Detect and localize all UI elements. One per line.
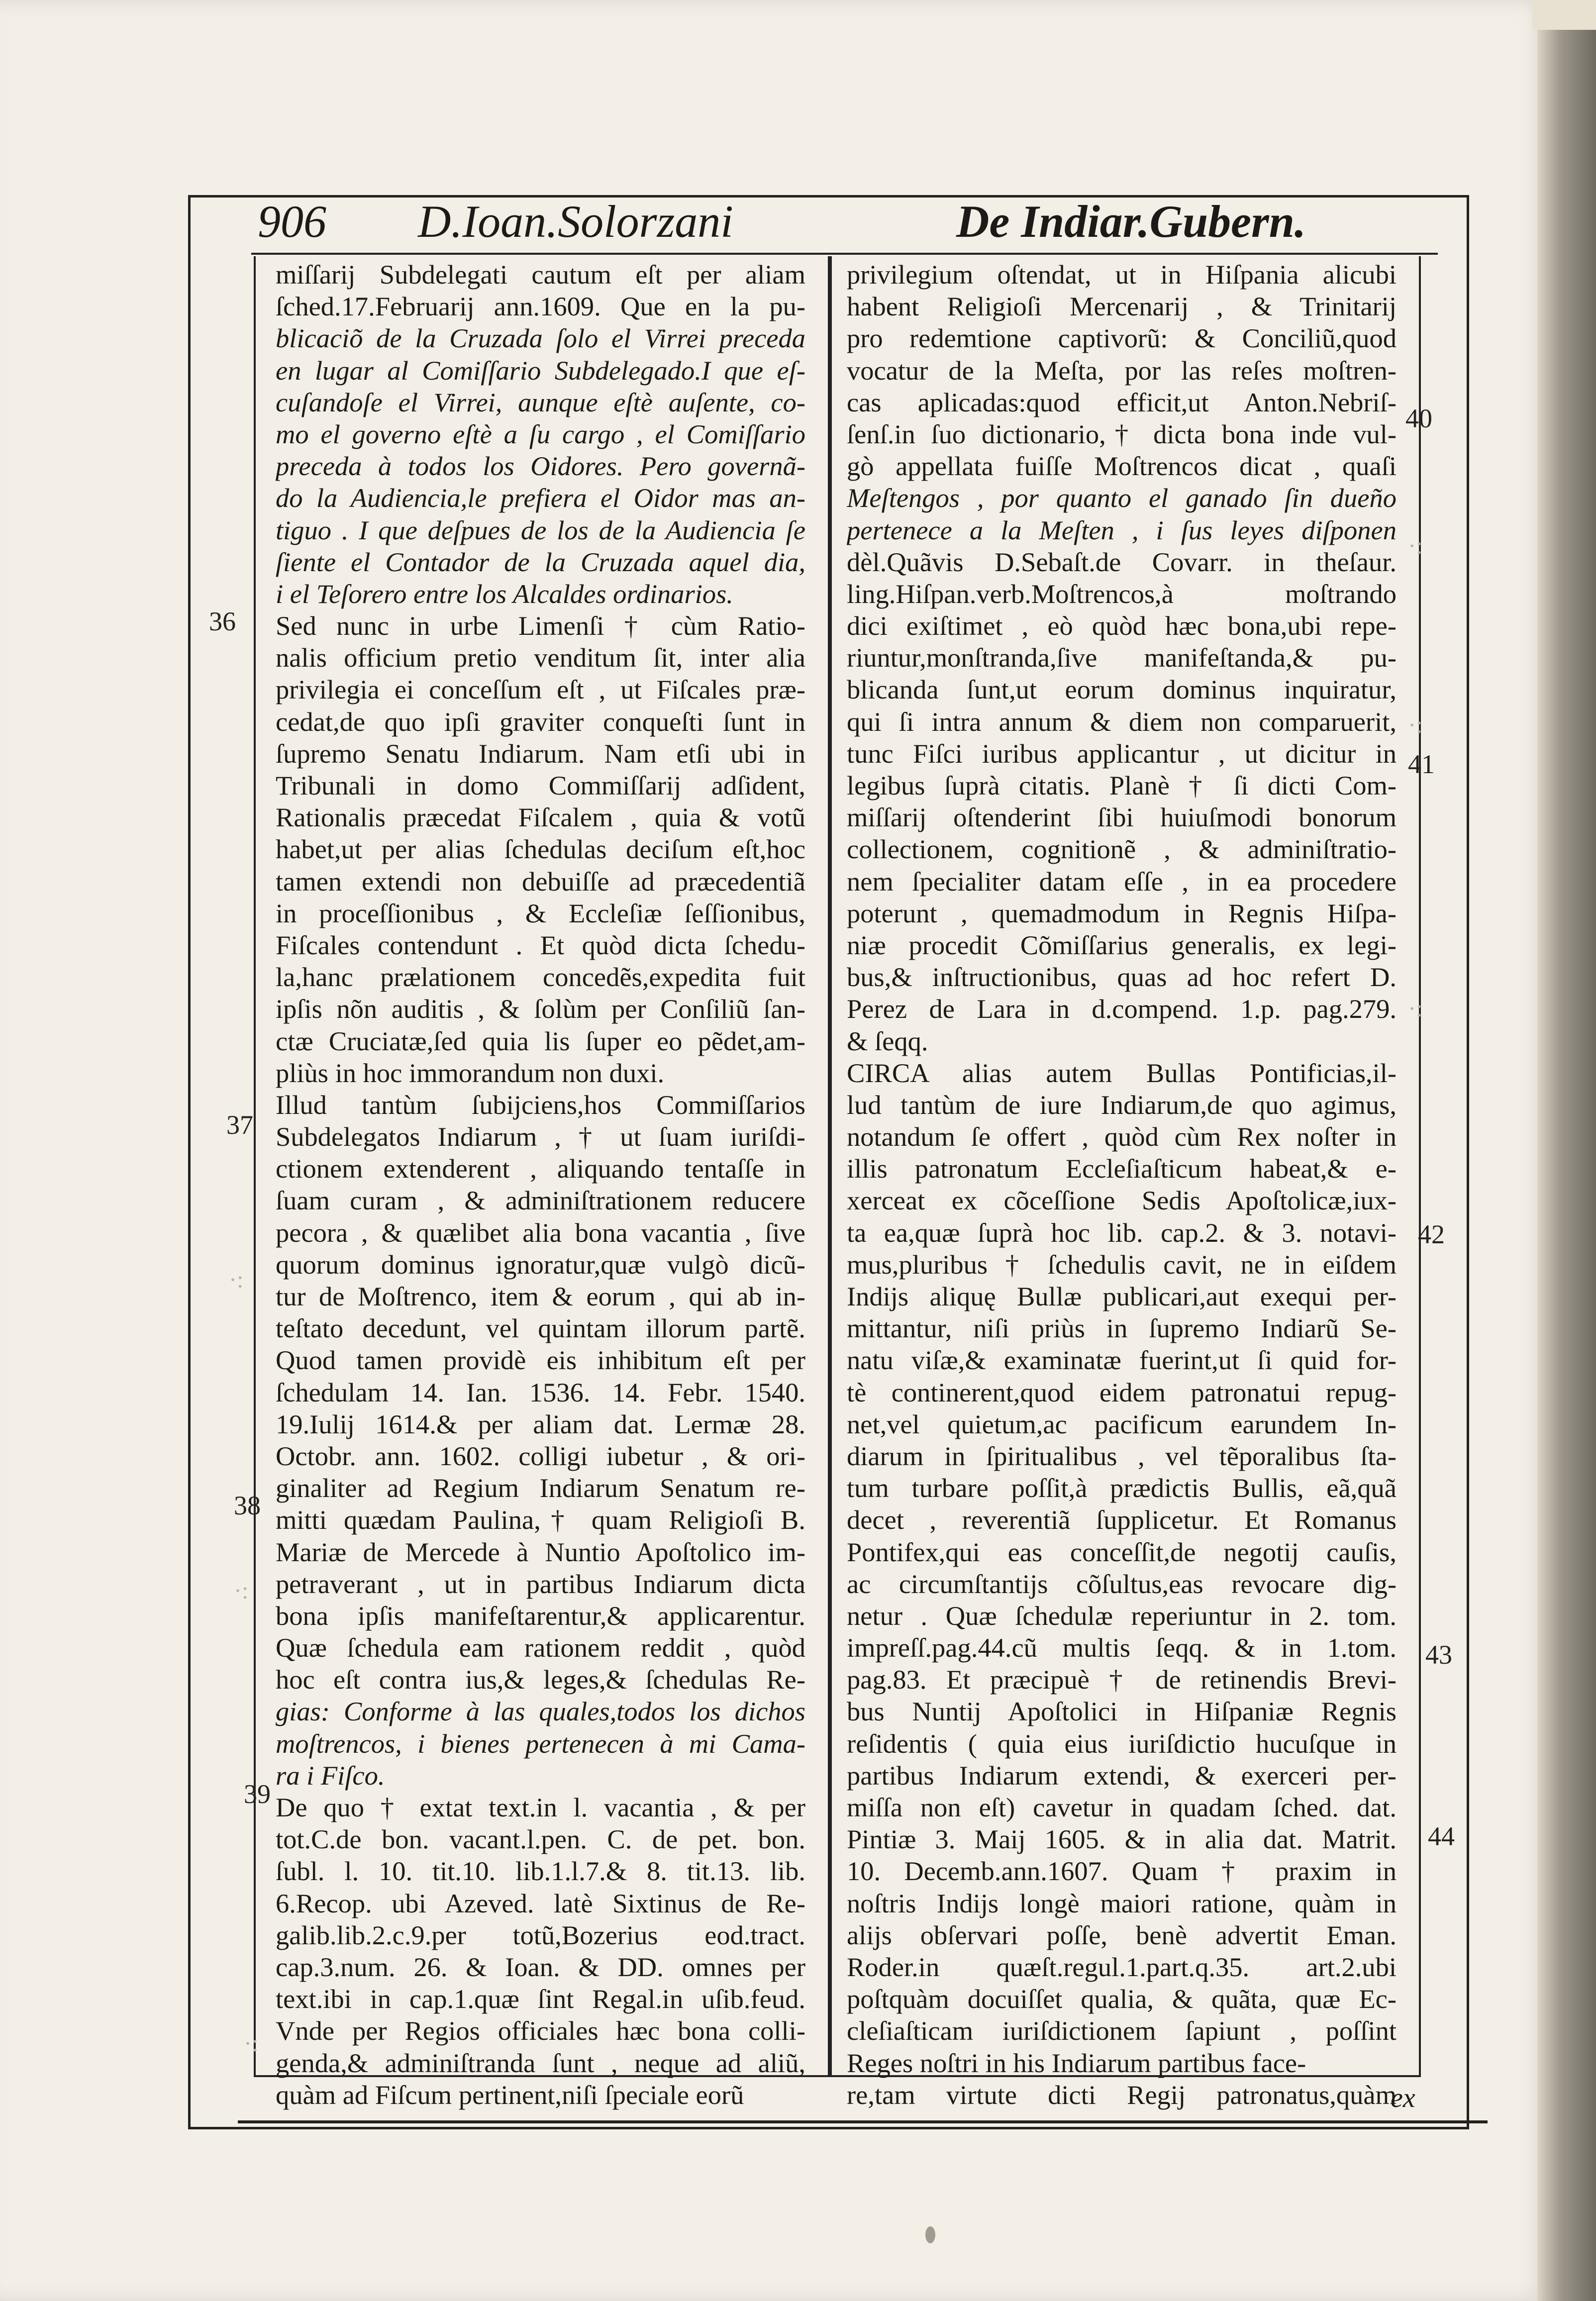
text-line: mus,pluribus † ſchedulis cavit, ne in eiſdem	[847, 1249, 1396, 1280]
text-line: habet,ut per alias ſchedulas deciſum eſt,hoc	[276, 834, 805, 865]
text-line: pro redemtione captivorũ: & Conciliũ,quod	[847, 323, 1396, 354]
text-line: blicaciõ de la Cruzada ſolo el Virrei preceda	[276, 323, 805, 354]
text-line: poſtquàm docuiſſet qualia, & quãta, quæ Ec-	[847, 1984, 1396, 2014]
text-line: alijs obſervari poſſe, benè advertit Eman.	[847, 1919, 1396, 1950]
text-line: bus Nuntij Apoſtolici in Hiſpaniæ Regnis	[847, 1696, 1396, 1727]
text-line: nem ſpecialiter datam eſſe , in ea procedere	[847, 866, 1396, 897]
text-line: ipſis nõn auditis , & ſolùm per Conſiliũ ſan-	[276, 994, 805, 1024]
text-line: en lugar al Comiſſario Subdelegado.I que eſ-	[276, 355, 805, 386]
text-line: quorum dominus ignoratur,quæ vulgò dicũ-	[276, 1249, 805, 1280]
show-through-mark: ·:	[229, 1267, 244, 1293]
text-line: cuſandoſe el Virrei, aunque eſtè auſente, co-	[276, 387, 805, 417]
text-line: miſſarij Subdelegati cautum eſt per aliam	[276, 259, 805, 290]
margin-number-42: 42	[1418, 1219, 1445, 1249]
text-line: illis patronatum Eccleſiaſticum habeat,& e-	[847, 1153, 1396, 1184]
text-line: decet , reverentiã ſupplicetur. Et Romanus	[847, 1504, 1396, 1535]
text-line: Illud tantùm ſubijciens,hos Commiſſarios	[276, 1089, 805, 1120]
text-line: CIRCA alias autem Bullas Pontificias,il-	[847, 1057, 1396, 1088]
text-line: cedat,de quo ipſi graviter conqueſti ſunt in	[276, 706, 805, 737]
text-line: preceda à todos los Oidores. Pero governã-	[276, 451, 805, 482]
margin-number-38: 38	[234, 1491, 261, 1520]
text-line: bus,& inſtructionibus, quas ad hoc refert D.	[847, 962, 1396, 993]
text-line: riuntur,monſtranda,ſive manifeſtanda,& pu-	[847, 642, 1396, 673]
text-line: mittantur, niſi priùs in ſupremo Indiarũ Se-	[847, 1313, 1396, 1344]
text-line: pertenece a la Meſten , i ſus leyes diſponen	[847, 514, 1396, 545]
text-line: text.ibi in cap.1.quæ ſint Regal.in uſib.feud.	[276, 1984, 805, 2014]
text-line: ſchedulam 14. Ian. 1536. 14. Febr. 1540.	[276, 1377, 805, 1407]
text-line: quàm ad Fiſcum pertinent,niſi ſpeciale eorũ	[276, 2079, 744, 2110]
right-column-text	[847, 259, 1396, 2111]
text-line: De quo † extat text.in l. vacantia , & per	[276, 1792, 805, 1822]
text-line: habent Religioſi Mercenarij , & Trinitarij	[847, 291, 1396, 322]
text-line: in proceſſionibus , & Eccleſiæ ſeſſionibus,	[276, 898, 805, 928]
text-line: & ſeqq.	[847, 1025, 928, 1056]
text-line: moſtrencos, i bienes pertenecen à mi Cama-	[276, 1728, 805, 1759]
text-line: Meſtengos , por quanto el ganado ſin dueño	[847, 483, 1396, 513]
margin-number-43: 43	[1425, 1640, 1452, 1670]
text-line: do la Audiencia,le prefiera el Oidor mas an-	[276, 483, 805, 513]
text-line: mitti quædam Paulina,† quam Religioſi B.	[276, 1504, 805, 1535]
text-line: legibus ſuprà citatis. Planè † ſi dicti Com-	[847, 770, 1396, 800]
text-line: ginaliter ad Regium Indiarum Senatum re-	[276, 1473, 805, 1503]
bottom-rule	[238, 2120, 1488, 2123]
text-line: privilegium oſtendat, ut in Hiſpania alicubi	[847, 259, 1396, 290]
text-line: la,hanc prælationem concedẽs,expedita fuit	[276, 962, 805, 993]
text-line: privilegia ei conceſſum eſt , ut Fiſcales præ-	[276, 674, 805, 705]
text-line: impreſſ.pag.44.cũ multis ſeqq. & in 1.tom.	[847, 1632, 1396, 1663]
text-line: tiguo . I que deſpues de los de la Audiencia ſe	[276, 514, 805, 545]
text-line: 19.Iulij 1614.& per aliam dat. Lermæ 28.	[276, 1408, 805, 1439]
text-line: notandum ſe offert , quòd cùm Rex noſter in	[847, 1121, 1396, 1152]
text-line: Quod tamen providè eis inhibitum eſt per	[276, 1345, 805, 1376]
margin-number-39: 39	[244, 1779, 271, 1809]
margin-number-44: 44	[1428, 1821, 1455, 1851]
text-line: partibus Indiarum extendi, & exerceri per-	[847, 1760, 1396, 1791]
text-line: ſubl. l. 10. tit.10. lib.1.l.7.& 8. tit.13. lib.	[276, 1856, 805, 1887]
margin-number-37: 37	[226, 1110, 253, 1140]
text-line: Tribunali in domo Commiſſarij adſident,	[276, 770, 805, 800]
text-line: miſſa non eſt) cavetur in quadam ſched. dat.	[847, 1792, 1396, 1822]
header-rule	[251, 253, 1438, 255]
show-through-mark: ·:	[244, 2030, 259, 2057]
left-column	[254, 256, 830, 2110]
text-line: ling.Hiſpan.verb.Moſtrencos,à moſtrando	[847, 578, 1396, 609]
text-line: netur . Quæ ſchedulæ reperiuntur in 2. tom.	[847, 1600, 1396, 1631]
text-line: Rationalis præcedat Fiſcalem , quia & votũ	[276, 802, 805, 833]
text-line: blicanda ſunt,ut eorum dominus inquiratur,	[847, 674, 1396, 705]
show-through-mark: ·:	[234, 1578, 249, 1604]
text-line: re,tam virtute dicti Regij patronatus,quàm	[847, 2079, 1396, 2110]
catchword: ex	[1391, 2083, 1415, 2113]
text-line: hoc eſt contra ius,& leges,& ſchedulas Re-	[276, 1664, 805, 1695]
page-edge-top	[1532, 0, 1596, 30]
text-line: genda,& adminiſtranda ſunt , neque ad aliũ,	[276, 2047, 805, 2078]
left-column-text	[276, 259, 805, 2111]
text-line: tur de Moſtrenco, item & eorum , qui ab in-	[276, 1281, 805, 1311]
text-line: Perez de Lara in d.compend. 1.p. pag.279.	[847, 994, 1396, 1024]
text-line: Octobr. ann. 1602. colligi iubetur , & ori-	[276, 1440, 805, 1471]
text-line: petraverant , ut in partibus Indiarum dicta	[276, 1568, 805, 1599]
text-line: pliùs in hoc immorandum non duxi.	[276, 1057, 665, 1088]
text-line: Roder.in quæſt.regul.1.part.q.35. art.2.ubi	[847, 1951, 1396, 1982]
text-line: Indijs aliquę Bullæ publicari,aut exequi per-	[847, 1281, 1396, 1311]
text-line: reſidentis ( quia eius iuriſdictio hucuſque in	[847, 1728, 1396, 1759]
text-line: ctæ Cruciatæ,ſed quia lis ſuper eo pẽdet,am-	[276, 1025, 805, 1056]
text-line: gias: Conforme à las quales,todos los dichos	[276, 1696, 805, 1727]
text-line: Quæ ſchedula eam rationem reddit , quòd	[276, 1632, 805, 1663]
text-line: pag.83. Et præcipuè † de retinendis Brevi-	[847, 1664, 1396, 1695]
text-line: bona ipſis manifeſtarentur,& applicarentur.	[276, 1600, 805, 1631]
text-line: ra i Fiſco.	[276, 1760, 385, 1791]
right-column	[830, 256, 1421, 2110]
text-line: gò appellata fuiſſe Moſtrencos dicat , quaſi	[847, 451, 1396, 482]
text-line: tè continerent,quod eidem patronatui repug-	[847, 1377, 1396, 1407]
text-line: cap.3.num. 26. & Ioan. & DD. omnes per	[276, 1951, 805, 1982]
margin-number-41: 41	[1408, 749, 1435, 779]
text-line: ſuam curam , & adminiſtrationem reducere	[276, 1185, 805, 1216]
text-line: 10. Decemb.ann.1607. Quam † praxim in	[847, 1856, 1396, 1887]
text-line: ac circumſtantijs cõſultus,eas revocare dig-	[847, 1568, 1396, 1599]
ink-smudge	[925, 2226, 935, 2243]
text-line: lud tantùm de iure Indiarum,de quo agimus,	[847, 1089, 1396, 1120]
text-line: diarum in ſpiritualibus , vel tẽporalibus ſta-	[847, 1440, 1396, 1471]
text-line: ſched.17.Februarij ann.1609. Que en la pu-	[276, 291, 805, 322]
text-line: Vnde per Regios officiales hæc bona colli-	[276, 2015, 805, 2046]
text-line: noſtris Indijs longè maiori ratione, quàm in	[847, 1888, 1396, 1918]
text-line: pecora , & quælibet alia bona vacantia , ſive	[276, 1217, 805, 1248]
text-line: vocatur de la Meſta, por las reſes moſtren-	[847, 355, 1396, 386]
page-edge	[1537, 0, 1596, 2301]
text-line: Fiſcales contendunt . Et quòd dicta ſchedu-	[276, 929, 805, 960]
text-line: dici exiſtimet , eò quòd hæc bona,ubi repe-	[847, 610, 1396, 641]
text-line: poterunt , quemadmodum in Regnis Hiſpa-	[847, 898, 1396, 928]
text-line: Pintiæ 3. Maij 1605. & in alia dat. Matrit.	[847, 1824, 1396, 1855]
text-line: Mariæ de Mercede à Nuntio Apoſtolico im-	[276, 1536, 805, 1567]
text-line: Pontifex,qui eas conceſſit,de negotij cauſis,	[847, 1536, 1396, 1567]
text-line: xerceat ex cõceſſione Sedis Apoſtolicæ,iux-	[847, 1185, 1396, 1216]
margin-number-36: 36	[209, 606, 236, 636]
margin-number-40: 40	[1405, 403, 1432, 433]
text-line: teſtato decedunt, vel quintam illorum partẽ.	[276, 1313, 805, 1344]
text-line: Subdelegatos Indiarum , † ut ſuam iuriſdi-	[276, 1121, 805, 1152]
text-line: natu viſæ,& examinatæ fuerint,ut ſi quid for-	[847, 1345, 1396, 1376]
text-line: cas aplicadas:quod efficit,ut Anton.Nebriſ-	[847, 387, 1396, 417]
running-author: D.Ioan.Solorzani	[418, 196, 733, 247]
text-line: i el Teſorero entre los Alcaldes ordinarios.	[276, 578, 733, 609]
text-line: Sed nunc in urbe Limenſi † cùm Ratio-	[276, 610, 805, 641]
text-line: galib.lib.2.c.9.per totũ,Bozerius eod.tract.	[276, 1919, 805, 1950]
text-line: ſiente el Contador de la Cruzada aquel dia,	[276, 546, 805, 577]
show-through-mark: ·:	[1408, 712, 1423, 738]
text-line: ta ea,quæ ſuprà hoc lib. cap.2. & 3. notavi-	[847, 1217, 1396, 1248]
text-line: ſupremo Senatu Indiarum. Nam etſi ubi in	[276, 738, 805, 769]
text-line: ſenſ.in ſuo dictionario,† dicta bona inde vul-	[847, 418, 1396, 449]
text-line: nalis officium pretio venditum ſit, inter alia	[276, 642, 805, 673]
text-line: tum turbare poſſit,à prædictis Bullis, eã,quã	[847, 1473, 1396, 1503]
text-line: tot.C.de bon. vacant.l.pen. C. de pet. bon.	[276, 1824, 805, 1855]
text-line: tamen extendi non debuiſſe ad præcedentiã	[276, 866, 805, 897]
text-line: collectionem, cognitionẽ , & adminiſtratio-	[847, 834, 1396, 865]
text-line: Reges noſtri in his Indiarum partibus face-	[847, 2047, 1306, 2078]
text-line: cleſiaſticam iuriſdictionem ſapiunt , poſſint	[847, 2015, 1396, 2046]
text-line: mo el governo eſtè a ſu cargo , el Comiſſario	[276, 418, 805, 449]
text-line: net,vel quietum,ac pacificum earundem In-	[847, 1408, 1396, 1439]
text-line: miſſarij oſtenderint ſibi huiuſmodi bonorum	[847, 802, 1396, 833]
show-through-mark: ·:	[1408, 533, 1423, 559]
running-title: De Indiar.Gubern.	[956, 196, 1306, 247]
text-line: 6.Recop. ubi Azeved. latè Sixtinus de Re-	[276, 1888, 805, 1918]
text-line: niæ procedit Cõmiſſarius generalis, ex legi-	[847, 929, 1396, 960]
page-number: 906	[258, 196, 326, 247]
text-line: qui ſi intra annum & diem non comparuerit,	[847, 706, 1396, 737]
text-line: ctionem extenderent , aliquando tentaſſe in	[276, 1153, 805, 1184]
text-line: tunc Fiſci iuribus applicantur , ut dicitur in	[847, 738, 1396, 769]
text-line: dèl.Quãvis D.Sebaſt.de Covarr. in theſaur.	[847, 546, 1396, 577]
show-through-mark: ·:	[1408, 996, 1423, 1022]
